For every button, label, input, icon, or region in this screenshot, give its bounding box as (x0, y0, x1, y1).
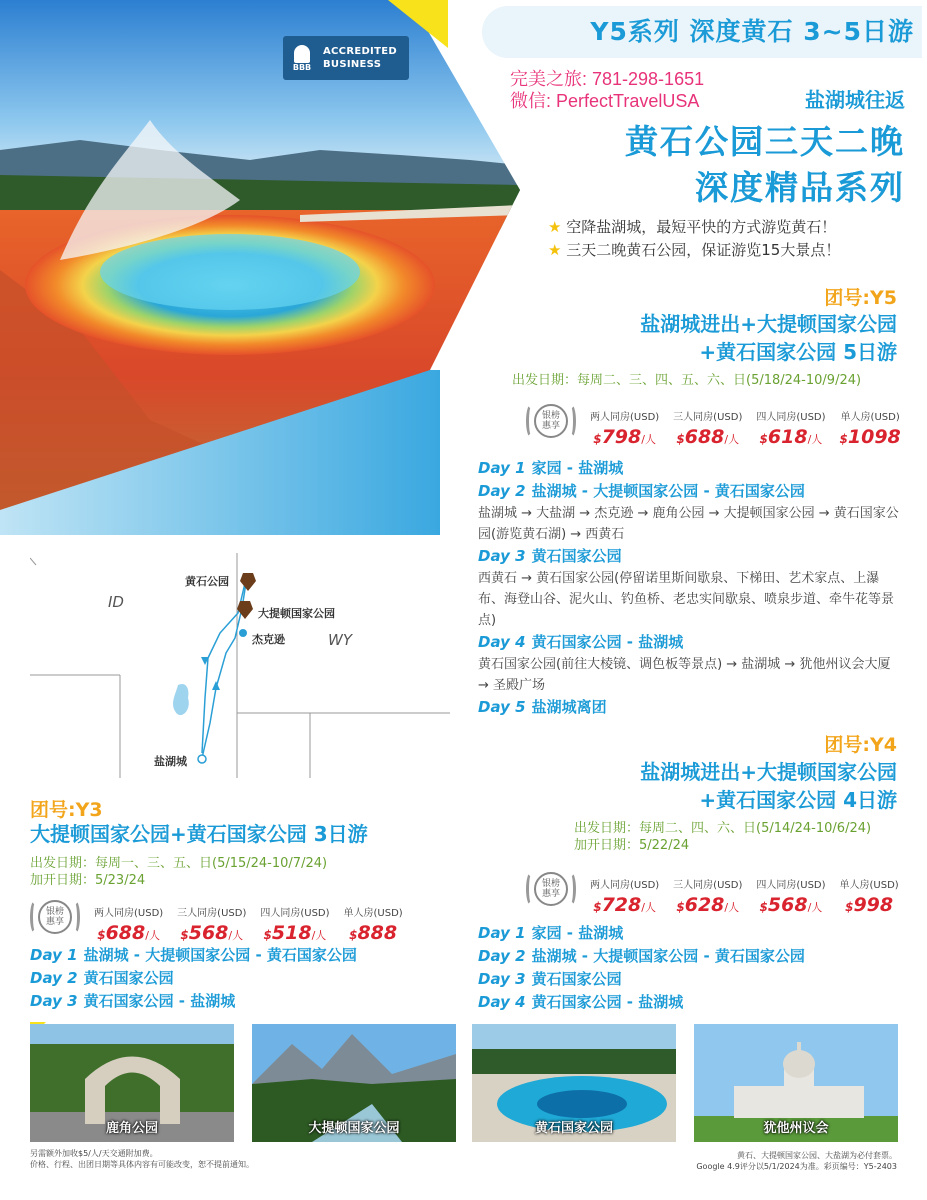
map-graphic (30, 553, 450, 778)
series-tab: Y5系列 深度黄石 3~5日游 (482, 6, 922, 58)
bbb-accredited-badge (283, 36, 409, 80)
price-triple: 三人同房(USD) $688/人 (673, 412, 743, 448)
photo-caption: 黄石国家公园 (534, 1121, 613, 1136)
contact-wechat[interactable]: 微信: PerfectTravelUSA (510, 91, 700, 111)
bbb-line2: BUSINESS (323, 59, 382, 70)
bbb-line1: ACCREDITED (323, 46, 397, 57)
highlight-item: ★ 三天二晚黄石公园，保证游览15大景点！ (548, 241, 841, 259)
itinerary-day: Day 3 黄石国家公园 (478, 547, 622, 565)
tour-y5-code: 团号:Y5 (824, 287, 897, 309)
silver-badge-icon: 银榜 惠享 (526, 868, 576, 916)
price-double: 两人同房(USD) $688/人 (94, 908, 164, 944)
itinerary-day: Day 3 黄石国家公园 (478, 970, 622, 988)
map-state-id: ID (108, 593, 124, 611)
tour-y5-route: 盐湖城进出+大提顿国家公园 +黄石国家公园 5日游 (640, 312, 897, 364)
star-icon: ★ (548, 218, 562, 236)
subtitle: 盐湖城往返 (805, 88, 905, 112)
footer-right-note: 黄石、大提顿国家公园、大盐湖为必付套票。 Google 4.9评分以5/1/2024为准。彩页编号：Y5-2403 (696, 1151, 897, 1171)
itinerary-day: Day 1 家园 - 盐湖城 (478, 924, 624, 942)
price-single: 单人房(USD) $1098 (839, 412, 901, 448)
price-quad: 四人同房(USD) $518/人 (260, 908, 330, 944)
tour-y4-itinerary (478, 922, 805, 1014)
price-double: 两人同房(USD) $798/人 (590, 412, 660, 448)
map-state-wy: WY (328, 631, 352, 649)
photo-caption: 犹他州议会 (763, 1121, 829, 1136)
bbb-icon: BBB (287, 38, 317, 78)
tour-y3-departure: 出发日期：每周一、三、五、日(5/15/24-10/7/24) 加开日期：5/23/24 (30, 856, 328, 888)
tour-y5-departure: 出发日期：每周二、三、四、五、六、日(5/18/24-10/9/24) (512, 373, 862, 388)
photo-caption: 大提顿国家公园 (308, 1121, 400, 1136)
route-map (30, 553, 450, 778)
silver-badge-icon: 银榜 惠享 (30, 896, 80, 944)
price-quad: 四人同房(USD) $568/人 (756, 880, 826, 916)
main-title-line2: 深度精品系列 (695, 168, 905, 207)
price-triple: 三人同房(USD) $628/人 (673, 880, 743, 916)
price-single: 单人房(USD) $888 (343, 908, 403, 944)
photo-yellowstone (472, 1024, 676, 1142)
itinerary-day: Day 3 黄石国家公园 - 盐湖城 (30, 992, 236, 1010)
tour-y5-itinerary (478, 457, 903, 719)
itinerary-desc: 盐湖城 → 大盐湖 → 杰克逊 → 鹿角公园 → 大提顿国家公园 → 黄石国家公园(游览黄石湖) → 西黄石 (478, 506, 899, 542)
tour-y4-departure: 出发日期：每周二、四、六、日(5/14/24-10/6/24) 加开日期：5/22/24 (574, 821, 872, 853)
map-label-jackson: 杰克逊 (252, 633, 285, 646)
itinerary-desc: 黄石国家公园(前往大棱镜、调色板等景点) → 盐湖城 → 犹他州议会大厦 → 圣殿广场 (478, 657, 891, 693)
itinerary-desc: 西黄石 → 黄石国家公园(停留诺里斯间歇泉、下梯田、艺术家点、上瀑布、海登山谷、泥火山、钓鱼桥、老忠实间歇泉、喷泉步道、牵牛花等景点) (478, 571, 895, 628)
photo-antler-park (30, 1024, 234, 1142)
photo-utah-capitol (694, 1024, 898, 1142)
tour-y3-route: 大提顿国家公园+黄石国家公园 3日游 (30, 822, 368, 846)
contact-phone[interactable]: 完美之旅: 781-298-1651 (510, 69, 705, 89)
price-quad: 四人同房(USD) $618/人 (756, 412, 826, 448)
price-single: 单人房(USD) $998 (839, 880, 899, 916)
tour-y4-route: 盐湖城进出+大提顿国家公园 +黄石国家公园 4日游 (640, 760, 897, 812)
main-title-line1: 黄石公园三天二晚 (625, 122, 905, 161)
itinerary-day: Day 2 盐湖城 - 大提顿国家公园 - 黄石国家公园 (478, 482, 805, 500)
highlight-item: ★ 空降盐湖城，最短平快的方式游览黄石！ (548, 218, 837, 236)
silver-badge-icon: 银榜 惠享 (526, 400, 576, 448)
highlights-list (548, 216, 840, 262)
tour-y3-prices (30, 896, 403, 944)
itinerary-day: Day 2 黄石国家公园 (30, 969, 174, 987)
photo-grand-teton (252, 1024, 456, 1142)
map-label-yellowstone: 黄石公园 (185, 575, 229, 588)
map-label-teton: 大提顿国家公园 (258, 607, 335, 620)
itinerary-day: Day 4 黄石国家公园 - 盐湖城 (478, 993, 684, 1011)
tour-y3-code: 团号:Y3 (30, 799, 103, 821)
itinerary-day: Day 4 黄石国家公园 - 盐湖城 (478, 633, 684, 651)
tour-y4-code: 团号:Y4 (824, 734, 897, 756)
tour-y5-prices (526, 400, 901, 448)
contact-info (510, 68, 704, 112)
itinerary-day: Day 1 家园 - 盐湖城 (478, 459, 624, 477)
tour-y3-itinerary (30, 944, 357, 1013)
price-triple: 三人同房(USD) $568/人 (177, 908, 247, 944)
tour-y4-prices (526, 868, 899, 916)
itinerary-day: Day 5 盐湖城离团 (478, 698, 607, 716)
star-icon: ★ (548, 241, 562, 259)
footer-left-note: 另需额外加收$5/人/天交通附加费。 价格、行程、出团日期等具体内容有可能改变，恕不提前通知。 (30, 1149, 254, 1169)
itinerary-day: Day 1 盐湖城 - 大提顿国家公园 - 黄石国家公园 (30, 946, 357, 964)
map-label-slc: 盐湖城 (154, 755, 187, 768)
itinerary-day: Day 2 盐湖城 - 大提顿国家公园 - 黄石国家公园 (478, 947, 805, 965)
price-double: 两人同房(USD) $728/人 (590, 880, 660, 916)
photo-caption: 鹿角公园 (105, 1121, 158, 1136)
